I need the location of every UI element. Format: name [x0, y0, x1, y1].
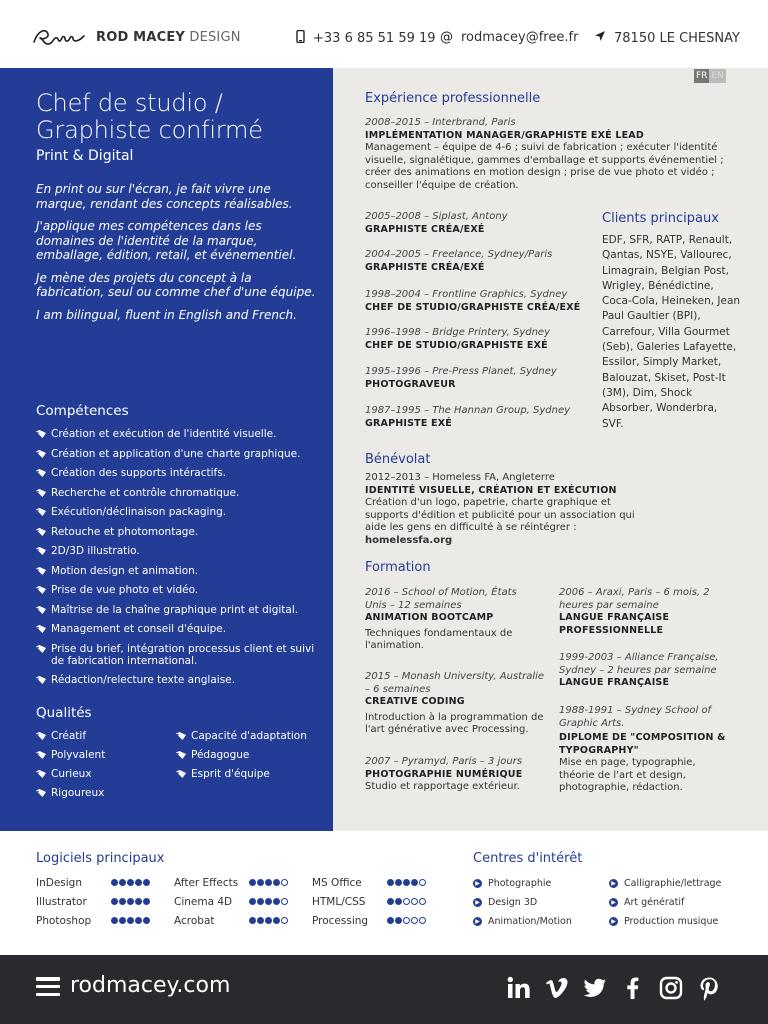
skills-heading: Compétences — [36, 403, 129, 419]
skill-rating — [111, 879, 150, 886]
quality-item: Curieux — [36, 768, 176, 780]
rating-dot — [111, 879, 118, 886]
twitter-icon[interactable] — [582, 975, 608, 1001]
rating-dot — [127, 898, 134, 905]
clients-list: EDF, SFR, RATP, Renault, Qantas, NSYE, Vallourec, Limagrain, Belgian Post, Wrigley, Bénédictine, Coca-Cola, Heineken, Jean Paul Gaultier (BPI), Carrefour, Villa Gourmet (Seb), Galeries Lafayette, Essilor, Simply Market, Balouzat, Skiset, Post-It (3M), Dim, Shock Absorber, Wonderbra, SVF. — [602, 234, 741, 430]
quality-item: Rigoureux — [36, 787, 176, 799]
rating-dot — [273, 917, 280, 924]
vimeo-icon[interactable] — [544, 975, 570, 1001]
language-switcher — [694, 69, 726, 83]
signature-logo-icon — [32, 26, 90, 48]
rating-dot — [111, 917, 118, 924]
location-arrow-icon — [594, 30, 606, 46]
quality-item: Pédagogue — [176, 749, 316, 761]
software-item: HTML/CSS — [312, 895, 450, 908]
job-subtitle: Print & Digital — [36, 148, 134, 164]
skill-item: Management et conseil d'équipe. — [36, 623, 326, 635]
tag-icon — [36, 769, 46, 777]
rating-dot — [419, 879, 426, 886]
volunteer-entry: 2012–2013 – Homeless FA, Angleterre IDENTITÉ VISUELLE, CRÉATION ET EXÉCUTION Création d'un logo, papetrie, charte graphique et supports d'édition et publicité pour un association qui aide les gens en difficulté à se réintégrer : homelessfa.org — [365, 472, 635, 546]
tag-icon — [36, 750, 46, 758]
software-item: MS Office — [312, 876, 450, 889]
profile-panel — [0, 68, 333, 831]
rating-dot — [419, 898, 426, 905]
rating-dot — [257, 898, 264, 905]
rating-dot — [249, 917, 256, 924]
job-entry: 2004–2005 – Freelance, Sydney/Paris GRAPHISTE CRÉA/EXÉ — [365, 249, 553, 273]
rating-dot — [273, 879, 280, 886]
tag-icon — [176, 769, 186, 777]
rating-dot — [127, 879, 134, 886]
skill-item: Maîtrise de la chaîne graphique print et digital. — [36, 604, 326, 616]
social-links — [506, 975, 722, 1001]
software-heading: Logiciels principaux — [36, 851, 165, 866]
rating-dot — [403, 917, 410, 924]
skill-item: Motion design et animation. — [36, 565, 326, 577]
instagram-icon[interactable] — [658, 975, 684, 1001]
pinterest-icon[interactable] — [696, 975, 722, 1001]
skill-rating — [111, 917, 150, 924]
education-entry: 1988-1991 – Sydney School of Graphic Arts. DIPLOME DE "COMPOSITION & TYPOGRAPHY" Mise en page, typographie, théorie de l'art et design, photographie, rédaction. — [559, 705, 726, 793]
skill-item: Prise de vue photo et vidéo. — [36, 584, 326, 596]
education-entry: 2016 – School of Motion, États Unis – 12 semaines ANIMATION BOOTCAMP Techniques fondamentaux de l'animation. — [365, 587, 517, 651]
education-entry: 2006 – Araxi, Paris – 6 mois, 2 heures par semaine LANGUE FRANÇAISE PROFESSIONNELLE — [559, 587, 710, 636]
rating-dot — [127, 917, 134, 924]
phone-icon — [296, 30, 305, 47]
contact-location[interactable] — [594, 30, 740, 46]
arrow-right-icon: ▶ — [473, 879, 482, 888]
job-entry: 1995–1996 – Pre-Press Planet, Sydney PHOTOGRAVEUR — [365, 366, 557, 390]
tag-icon — [36, 566, 46, 574]
qualities-list — [36, 730, 326, 799]
rating-dot — [281, 898, 288, 905]
skill-item: Recherche et contrôle chromatique. — [36, 487, 326, 499]
software-item: Illustrator — [36, 895, 174, 908]
interest-item: ▶ Design 3D — [473, 896, 609, 909]
software-item: Photoshop — [36, 914, 174, 927]
skill-rating — [249, 879, 288, 886]
experience-heading: Expérience professionnelle — [365, 91, 541, 106]
rating-dot — [387, 879, 394, 886]
rating-dot — [143, 879, 150, 886]
tag-icon — [36, 488, 46, 496]
tag-icon — [36, 449, 46, 457]
rating-dot — [281, 879, 288, 886]
interests-heading: Centres d'intérêt — [473, 851, 583, 866]
rating-dot — [395, 917, 402, 924]
job-title: Chef de studio / Graphiste confirmé — [36, 89, 263, 144]
tag-icon — [176, 750, 186, 758]
facebook-icon[interactable] — [620, 975, 646, 1001]
volunteer-heading: Bénévolat — [365, 452, 431, 467]
tag-icon — [36, 585, 46, 593]
rating-dot — [257, 917, 264, 924]
job-entry: 1996–1998 – Bridge Printery, Sydney CHEF DE STUDIO/GRAPHISTE EXÉ — [365, 327, 550, 351]
intro-text: En print ou sur l'écran, je fait vivre une marque, rendant des concepts réalisables. J'applique mes compétences dans les domaines de l'identité de la marque, emballage, édition, retail, et événementiel. Je mène des projets du concept à la fabrication, seul ou comme chef d'une équipe. I am bilingual, fluent in English and French. — [36, 182, 316, 322]
logo[interactable] — [32, 26, 241, 48]
software-item: Processing — [312, 914, 450, 927]
contact-email[interactable] — [440, 30, 578, 45]
rating-dot — [411, 917, 418, 924]
quality-item: Polyvalent — [36, 749, 176, 761]
software-item: InDesign — [36, 876, 174, 889]
interest-item: ▶ Calligraphie/lettrage — [609, 877, 739, 890]
skill-rating — [249, 898, 288, 905]
header — [0, 0, 768, 68]
volunteer-link[interactable]: homelessfa.org — [365, 534, 453, 546]
rating-dot — [257, 879, 264, 886]
skills-list — [36, 428, 326, 694]
tag-icon — [36, 644, 46, 652]
rating-dot — [143, 917, 150, 924]
tag-icon — [36, 605, 46, 613]
rating-dot — [395, 879, 402, 886]
rating-dot — [119, 879, 126, 886]
rating-dot — [411, 898, 418, 905]
software-item: Acrobat — [174, 914, 312, 927]
website-link[interactable]: rodmacey.com — [70, 973, 231, 998]
menu-icon[interactable] — [36, 977, 60, 996]
arrow-right-icon: ▶ — [609, 898, 618, 907]
tag-icon — [176, 731, 186, 739]
software-item: After Effects — [174, 876, 312, 889]
rating-dot — [395, 898, 402, 905]
email-text: rodmacey@free.fr — [461, 30, 579, 45]
education-entry: 1999-2003 – Alliance Française, Sydney – 2 heures par semaine LANGUE FRANÇAISE — [559, 652, 719, 688]
tag-icon — [36, 468, 46, 476]
rating-dot — [265, 898, 272, 905]
location-text: 78150 LE CHESNAY — [614, 30, 740, 46]
education-heading: Formation — [365, 560, 431, 575]
lang-fr-button[interactable]: FR — [696, 71, 708, 81]
tag-icon — [36, 731, 46, 739]
rating-dot — [387, 898, 394, 905]
skill-rating — [249, 917, 288, 924]
brand-name: ROD MACEY DESIGN — [96, 29, 241, 45]
skill-item: 2D/3D illustratio. — [36, 545, 326, 557]
interest-item: ▶ Production musique — [609, 915, 739, 928]
skill-item: Création et exécution de l'identité visuelle. — [36, 428, 326, 440]
arrow-right-icon: ▶ — [609, 917, 618, 926]
rating-dot — [135, 879, 142, 886]
skill-rating — [387, 917, 426, 924]
software-item: Cinema 4D — [174, 895, 312, 908]
software-list — [36, 876, 450, 927]
quality-item: Esprit d'équipe — [176, 768, 316, 780]
tag-icon — [36, 675, 46, 683]
skills-bottom-section — [0, 831, 768, 955]
tag-icon — [36, 507, 46, 515]
arrow-right-icon: ▶ — [609, 879, 618, 888]
phone-text: +33 6 85 51 59 19 — [313, 31, 436, 46]
skill-rating — [387, 879, 426, 886]
tag-icon — [36, 624, 46, 632]
skill-item: Prise du brief, intégration processus client et suivi de fabrication international. — [36, 643, 326, 667]
rating-dot — [273, 898, 280, 905]
lang-en-button[interactable]: EN — [711, 71, 724, 81]
education-entry: 2015 – Monash University, Australie – 6 semaines CREATIVE CODING Introduction à la programmation de l'art générative avec Processing. — [365, 671, 545, 735]
interest-item: ▶ Photographie — [473, 877, 609, 890]
skill-rating — [387, 898, 426, 905]
rating-dot — [249, 879, 256, 886]
rating-dot — [119, 917, 126, 924]
rating-dot — [135, 898, 142, 905]
skill-rating — [111, 898, 150, 905]
footer — [0, 955, 768, 1024]
rating-dot — [281, 917, 288, 924]
qualities-heading: Qualités — [36, 705, 92, 721]
tag-icon — [36, 527, 46, 535]
rating-dot — [419, 917, 426, 924]
skill-item: Exécution/déclinaison packaging. — [36, 506, 326, 518]
rating-dot — [265, 879, 272, 886]
arrow-right-icon: ▶ — [473, 898, 482, 907]
rating-dot — [265, 917, 272, 924]
rating-dot — [111, 898, 118, 905]
rating-dot — [403, 879, 410, 886]
rating-dot — [411, 879, 418, 886]
skill-item: Rédaction/relecture texte anglaise. — [36, 674, 326, 686]
skill-item: Création des supports intéractifs. — [36, 467, 326, 479]
linkedin-icon[interactable] — [506, 975, 532, 1001]
rating-dot — [119, 898, 126, 905]
skill-item: Création et application d'une charte graphique. — [36, 448, 326, 460]
interests-list — [473, 877, 739, 928]
skill-item: Retouche et photomontage. — [36, 526, 326, 538]
job-entry: 1987–1995 – The Hannan Group, Sydney GRAPHISTE EXÉ — [365, 405, 571, 429]
job-entry: 1998–2004 – Frontline Graphics, Sydney CHEF DE STUDIO/GRAPHISTE CRÉA/EXÉ — [365, 289, 581, 313]
job-entry: 2005–2008 – Siplast, Antony GRAPHISTE CRÉA/EXÉ — [365, 211, 508, 235]
interest-item: ▶ Art génératif — [609, 896, 739, 909]
rating-dot — [387, 917, 394, 924]
tag-icon — [36, 546, 46, 554]
contact-phone[interactable] — [296, 30, 436, 47]
quality-item: Créatif — [36, 730, 176, 742]
tag-icon — [36, 788, 46, 796]
rating-dot — [403, 898, 410, 905]
at-icon: @ — [440, 30, 453, 45]
education-entry: 2007 – Pyramyd, Paris – 3 jours PHOTOGRAPHIE NUMÉRIQUE Studio et rapportage extérieur. — [365, 756, 523, 792]
tag-icon — [36, 429, 46, 437]
quality-item: Capacité d'adaptation — [176, 730, 316, 742]
interest-item: ▶ Animation/Motion — [473, 915, 609, 928]
clients-heading: Clients principaux — [602, 211, 719, 226]
rating-dot — [249, 898, 256, 905]
arrow-right-icon: ▶ — [473, 917, 482, 926]
rating-dot — [135, 917, 142, 924]
rating-dot — [143, 898, 150, 905]
job-entry: 2008–2015 – Interbrand, Paris IMPLÉMENTATION MANAGER/GRAPHISTE EXÉ LEAD Management – équipe de 4-6 ; suivi de fabrication ; exécuter l'identité visuelle, signalétique, gammes d'emballage et supports événementiel ; créer des animations en motion design ; prise de vue photo et vidéo ; conseiller l'équipe de création. — [365, 117, 724, 191]
